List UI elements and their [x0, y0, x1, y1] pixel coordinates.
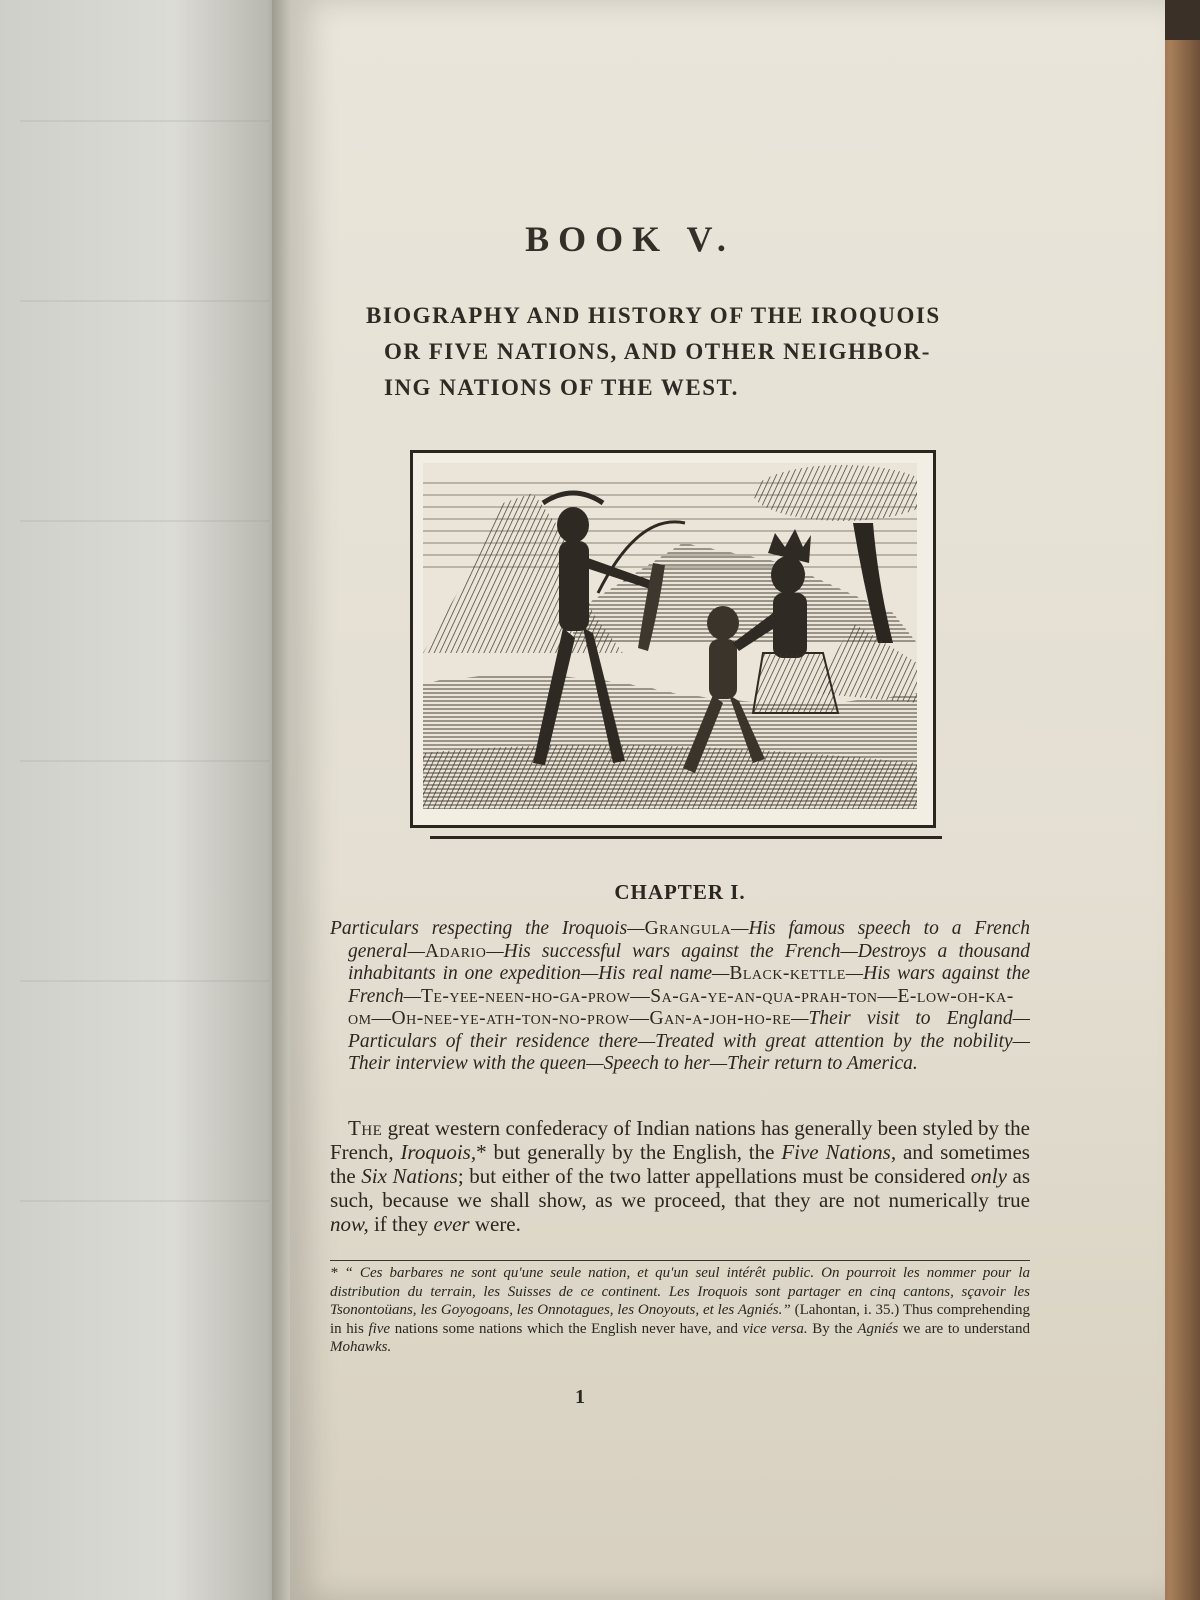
footnote-text: we are to understand [898, 1320, 1030, 1337]
body-text: and sometimes the [330, 1140, 1030, 1188]
synopsis-text: Particulars respecting the Iroquois— [330, 918, 645, 939]
body-text: ever [433, 1212, 470, 1236]
body-paragraph [330, 1116, 1030, 1236]
footnote-text: (Lahontan, i. 35.) Thus comprehending in his [330, 1302, 1030, 1337]
footnote [330, 1264, 1030, 1357]
footnote-text: * “ Ces barbares ne sont qu'une seule nation, et qu'un seul intérêt public. On pourroit les nommer pour la distribution du terrain, les Suisses de ce continent. Les Iroquois sont partager en cinq cantons, sçavoir les Tsonontoüans, les Goyogoans, les Onnotagues, les Onoyouts, et les Agniés.” [330, 1265, 1030, 1318]
subtitle-line: ING NATIONS OF THE WEST. [384, 375, 739, 400]
body-text: only [970, 1164, 1007, 1188]
body-text: great western confederacy of Indian nations has generally been styled by the French, [330, 1116, 1030, 1164]
footnote-text: nations some nations which the English never have, and [390, 1320, 743, 1337]
footnote-rule [330, 1260, 1030, 1261]
subtitle-line: OR FIVE NATIONS, AND OTHER NEIGHBOR- [384, 339, 931, 364]
synopsis-name: Te-yee-neen-ho-ga-prow—Sa-ga-ye-an-qua-prah-ton—E-low-oh-ka-om—Oh-nee-ye-ath-ton-no-prow—Gan-a-joh-ho-re [348, 985, 1014, 1029]
synopsis-name: Black-kettle [729, 963, 846, 984]
footnote-text: vice versa. [742, 1320, 808, 1337]
synopsis-text: —His wars against the French— [348, 963, 1030, 1007]
synopsis-text: —His successful wars against the French—Destroys a thousand inhabitants in one expedition—His real name— [348, 940, 1030, 984]
synopsis-text: —His famous speech to a French general— [348, 918, 1030, 962]
chapter-heading: CHAPTER I. [614, 880, 746, 904]
synopsis-name: Grangula [644, 918, 732, 939]
book-title: BOOK V. [525, 219, 735, 259]
book-subtitle [366, 298, 1026, 406]
footnote-text: By the [807, 1320, 858, 1337]
footnote-text: Agniés [857, 1320, 899, 1337]
body-text: Iroquois, [400, 1140, 477, 1164]
body-text: Five Nations, [781, 1140, 897, 1164]
body-text: were. [469, 1212, 521, 1236]
body-text: now, [330, 1212, 369, 1236]
synopsis-name: Adario [424, 940, 487, 962]
subtitle-line: BIOGRAPHY AND HISTORY OF THE IROQUOIS [366, 303, 941, 328]
body-text: ; but either of the two latter appellations must be considered [457, 1164, 971, 1188]
body-text: The [348, 1116, 383, 1140]
body-text: * but generally by the English, the [476, 1140, 782, 1164]
engraving-illustration [410, 450, 936, 828]
footnote-text: Mohawks. [330, 1339, 392, 1355]
body-text: as such, because we shall show, as we proceed, that they are not numerically true [330, 1164, 1030, 1212]
page-number: 1 [575, 1386, 585, 1408]
body-text: if they [368, 1212, 434, 1236]
engraving-scene-icon [423, 463, 917, 809]
right-page [290, 0, 1165, 1600]
footnote-text: five [368, 1320, 391, 1337]
engraving-rule [430, 836, 942, 839]
chapter-synopsis [330, 918, 1030, 1076]
body-text: Six Nations [361, 1164, 458, 1188]
left-page [0, 0, 290, 1600]
synopsis-text: —Their visit to England—Particulars of their residence there—Treated with great attention by the nobility—Their interview with the queen—Speech to her—Their return to America. [348, 1008, 1030, 1074]
